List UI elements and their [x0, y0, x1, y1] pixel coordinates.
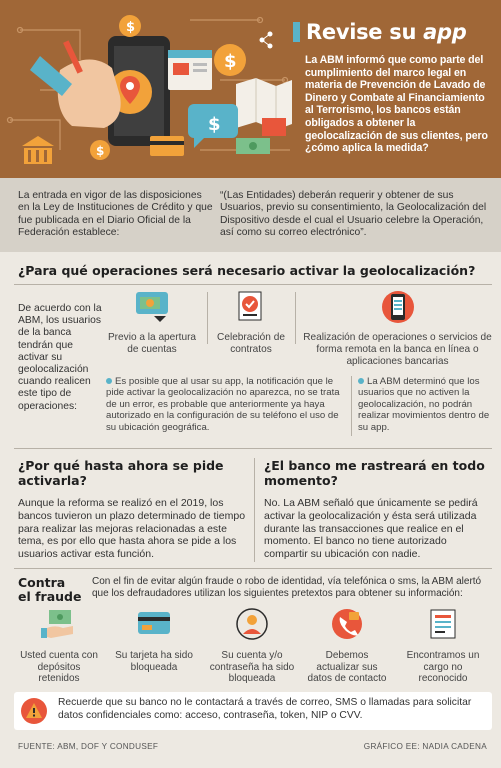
section-operations-title: ¿Para qué operaciones será necesario activar la geolocalización?	[18, 263, 476, 278]
note-notification: Es posible que al usar su app, la notificación que le pide activar la geolocalización no aparezca, no se trata de un error, es probable que anteriormente ya haya autorizado en la configuración de su teléfono el uso de su ubicación geográfica.	[106, 376, 340, 433]
graphic-credit: GRÁFICO EE: NADIA CADENA	[363, 742, 487, 751]
law-quote: “(Las Entidades) deberán requerir y obtener de sus Usuarios, previo su consentimiento, la Geolocalización del Dispositivo desde el cual el Usuario celebre la Operación, así como su correo electrónico”.	[220, 190, 487, 239]
fraud-pretext-item	[306, 608, 388, 685]
operation-item	[104, 290, 200, 356]
hero-summary: La ABM informó que como parte del cumplimiento del marco legal en materia de Prevención de Lavado de Dinero y Combate al Financiamiento al Terrorismo, los bancos están obligados a obtener la geolocalización de sus clientes, pero ¿cómo aplica la medida?	[305, 54, 488, 155]
divider	[14, 284, 492, 285]
fraud-pretext-item	[18, 608, 100, 685]
bullet-icon	[358, 378, 364, 384]
fraud-pretext-item	[398, 608, 488, 685]
bullet-icon	[106, 378, 112, 384]
fraud-pretext-item	[206, 608, 298, 685]
fraud-pretext-item	[108, 608, 200, 673]
section-why-title: ¿Por qué hasta ahora se pide activarla?	[18, 458, 224, 488]
svg-text:$: $	[224, 51, 237, 72]
fraud-intro: Con el fin de evitar algún fraude o robo de identidad, vía telefónica o sms, la ABM alertó que los defraudadores utilizan los siguientes pretextos para obtener su información:	[92, 576, 482, 599]
hero-banner	[0, 0, 501, 178]
divider	[207, 292, 208, 344]
fraud-pretext-label: Su tarjeta ha sido bloqueada	[115, 649, 193, 673]
section-why-text: Aunque la reforma se realizó en el 2019, los bancos tuvieron un plazo determinado de tiempo para realizar las mejoras relacionadas a este tema, es por ello que hasta ahora se pide a los usuarios activar esta función.	[18, 497, 246, 561]
money-transfer-icon	[134, 290, 170, 324]
fraud-pretext-label: Su cuenta y/o contraseña ha sido bloqueada	[209, 649, 295, 685]
section-tracking-title: ¿El banco me rastreará en todo momento?	[264, 458, 485, 488]
fraud-pretext-label: Encontramos un cargo no reconocido	[406, 649, 480, 685]
mobile-geolocation-illustration	[0, 0, 300, 178]
section-tracking-text: No. La ABM señaló que únicamente se pedirá activar la geolocalización y ésta será utilizada durante las transacciones que realice en el momento. El banco no tiene autorizado compartir su ubicación con nadie.	[264, 497, 478, 561]
note-restriction: La ABM determinó que los usuarios que no activen la geolocalización, no podrán realizar movimientos dentro de su app.	[358, 376, 490, 433]
svg-text:$: $	[96, 144, 105, 158]
user-lock-icon	[234, 608, 270, 640]
intro-panel	[0, 178, 501, 252]
operation-label: Previo a la apertura de cuentas	[107, 332, 197, 355]
operations-lead: De acuerdo con la ABM, los usuarios de la banca tendrán que activar su geolocalización cuando realicen este tipo de operaciones:	[18, 303, 102, 412]
operation-label: Celebración de contratos	[217, 332, 285, 355]
page-title	[293, 20, 466, 44]
warning-text: Recuerde que su banco no le contactará a través de correo, SMS o llamadas para solicitar datos confidenciales como: acceso, contraseña, token, NIP o CVV.	[58, 697, 472, 721]
contract-icon	[233, 290, 269, 324]
divider	[14, 568, 492, 569]
divider	[351, 376, 352, 436]
cash-hand-icon	[41, 608, 77, 640]
fraud-title: Contra el fraude	[18, 575, 82, 604]
fraud-pretext-label: Debemos actualizar sus datos de contacto	[307, 649, 387, 685]
svg-text:$: $	[208, 114, 221, 135]
source-credit: FUENTE: ABM, DOF Y CONDUSEF	[18, 742, 159, 751]
warning-box	[14, 692, 492, 730]
divider	[254, 458, 255, 562]
mobile-banking-icon	[380, 290, 416, 324]
unknown-charge-icon	[425, 608, 461, 640]
svg-text:$: $	[126, 20, 136, 35]
operation-item	[300, 290, 495, 368]
credit-card-icon	[136, 608, 172, 640]
operation-label: Realización de operaciones o servicios de forma remota en la banca en línea o aplicaciones bancarias	[303, 332, 492, 367]
title-emphasis: app	[423, 20, 467, 44]
title-text: Revise su	[306, 20, 424, 44]
divider	[14, 448, 492, 449]
intro-text: La entrada en vigor de las disposiciones en la Ley de Instituciones de Crédito y que fue publicada en el Diario Oficial de la Federación establece:	[18, 190, 213, 239]
phone-alert-icon	[329, 608, 365, 640]
operation-item	[212, 290, 290, 356]
title-accent-bar	[293, 22, 300, 42]
warning-icon	[20, 697, 48, 725]
divider	[295, 292, 296, 344]
fraud-pretext-label: Usted cuenta con depósitos retenidos	[20, 649, 98, 685]
